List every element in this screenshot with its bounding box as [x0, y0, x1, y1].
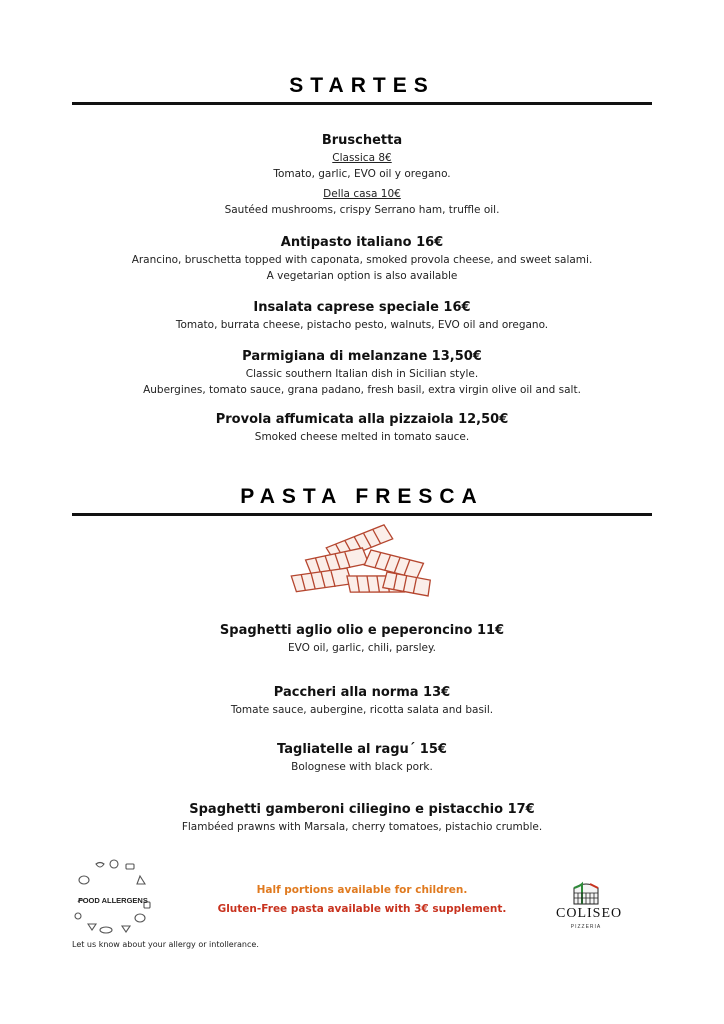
bruschetta-casa-label: Della casa 10€ — [323, 188, 401, 200]
coliseo-logo — [556, 880, 623, 936]
penne-pasta-illustration — [283, 520, 443, 602]
colosseum-icon — [556, 880, 616, 906]
starter-title: Antipasto italiano 16€ — [280, 235, 444, 250]
pasta-divider — [72, 513, 652, 516]
starter-desc: Tomato, burrata cheese, pistacho pesto, walnuts, EVO oil and oregano. — [175, 319, 549, 331]
brand-name: COLISEO — [556, 906, 623, 921]
starter-desc: A vegetarian option is also available — [266, 270, 458, 282]
pasta-desc: Bolognese with black pork. — [291, 761, 433, 773]
pasta-item — [0, 622, 724, 656]
pasta-desc: Tomate sauce, aubergine, ricotta salata and basil. — [230, 704, 494, 716]
brand-sub: PIZZERIA — [570, 924, 602, 930]
starters-heading: STARTES — [289, 74, 435, 97]
pasta-desc: EVO oil, garlic, chili, parsley. — [287, 642, 437, 654]
starter-title: Insalata caprese speciale 16€ — [253, 300, 471, 315]
starter-desc: Aubergines, tomato sauce, grana padano, fresh basil, extra virgin olive oil and salt. — [143, 384, 581, 396]
pasta-title: Spaghetti gamberoni ciliegino e pistacchio 17€ — [189, 802, 535, 817]
pasta-heading: PASTA FRESCA — [240, 485, 484, 508]
pasta-title: Tagliatelle al ragu´ 15€ — [277, 742, 447, 757]
pasta-item — [0, 684, 724, 718]
pasta-desc: Flambéed prawns with Marsala, cherry tomatoes, pistachio crumble. — [181, 821, 543, 833]
starter-title: Parmigiana di melanzane 13,50€ — [242, 349, 482, 364]
starter-item — [0, 234, 724, 284]
starter-item — [0, 299, 724, 333]
starter-desc: Arancino, bruschetta topped with caponata, smoked provola cheese, and sweet salami. — [131, 254, 593, 266]
bruschetta-block — [0, 132, 724, 218]
pasta-title: Spaghetti aglio olio e peperoncino 11€ — [219, 623, 505, 638]
bruschetta-casa-desc: Sautéed mushrooms, crispy Serrano ham, truffle oil. — [224, 204, 500, 216]
pasta-item — [0, 741, 724, 775]
starter-desc: Classic southern Italian dish in Sicilian style. — [245, 368, 479, 380]
allergy-note: Let us know about your allergy or intollerance. — [72, 940, 259, 949]
starter-item — [0, 411, 724, 445]
bruschetta-title: Bruschetta — [321, 133, 403, 148]
pasta-item — [0, 801, 724, 835]
bruschetta-classica-label: Classica 8€ — [332, 152, 392, 164]
gluten-free-notice: Gluten-Free pasta available with 3€ supplement. — [217, 903, 507, 915]
starter-desc: Smoked cheese melted in tomato sauce. — [254, 431, 470, 443]
pasta-title: Paccheri alla norma 13€ — [273, 685, 451, 700]
children-notice: Half portions available for children. — [256, 884, 468, 896]
starter-item — [0, 348, 724, 398]
starters-divider — [72, 102, 652, 105]
bruschetta-classica-desc: Tomato, garlic, EVO oil y oregano. — [273, 168, 451, 180]
starter-title: Provola affumicata alla pizzaiola 12,50€ — [215, 412, 509, 427]
food-allergens-label: FOOD ALLERGENS — [78, 896, 148, 905]
